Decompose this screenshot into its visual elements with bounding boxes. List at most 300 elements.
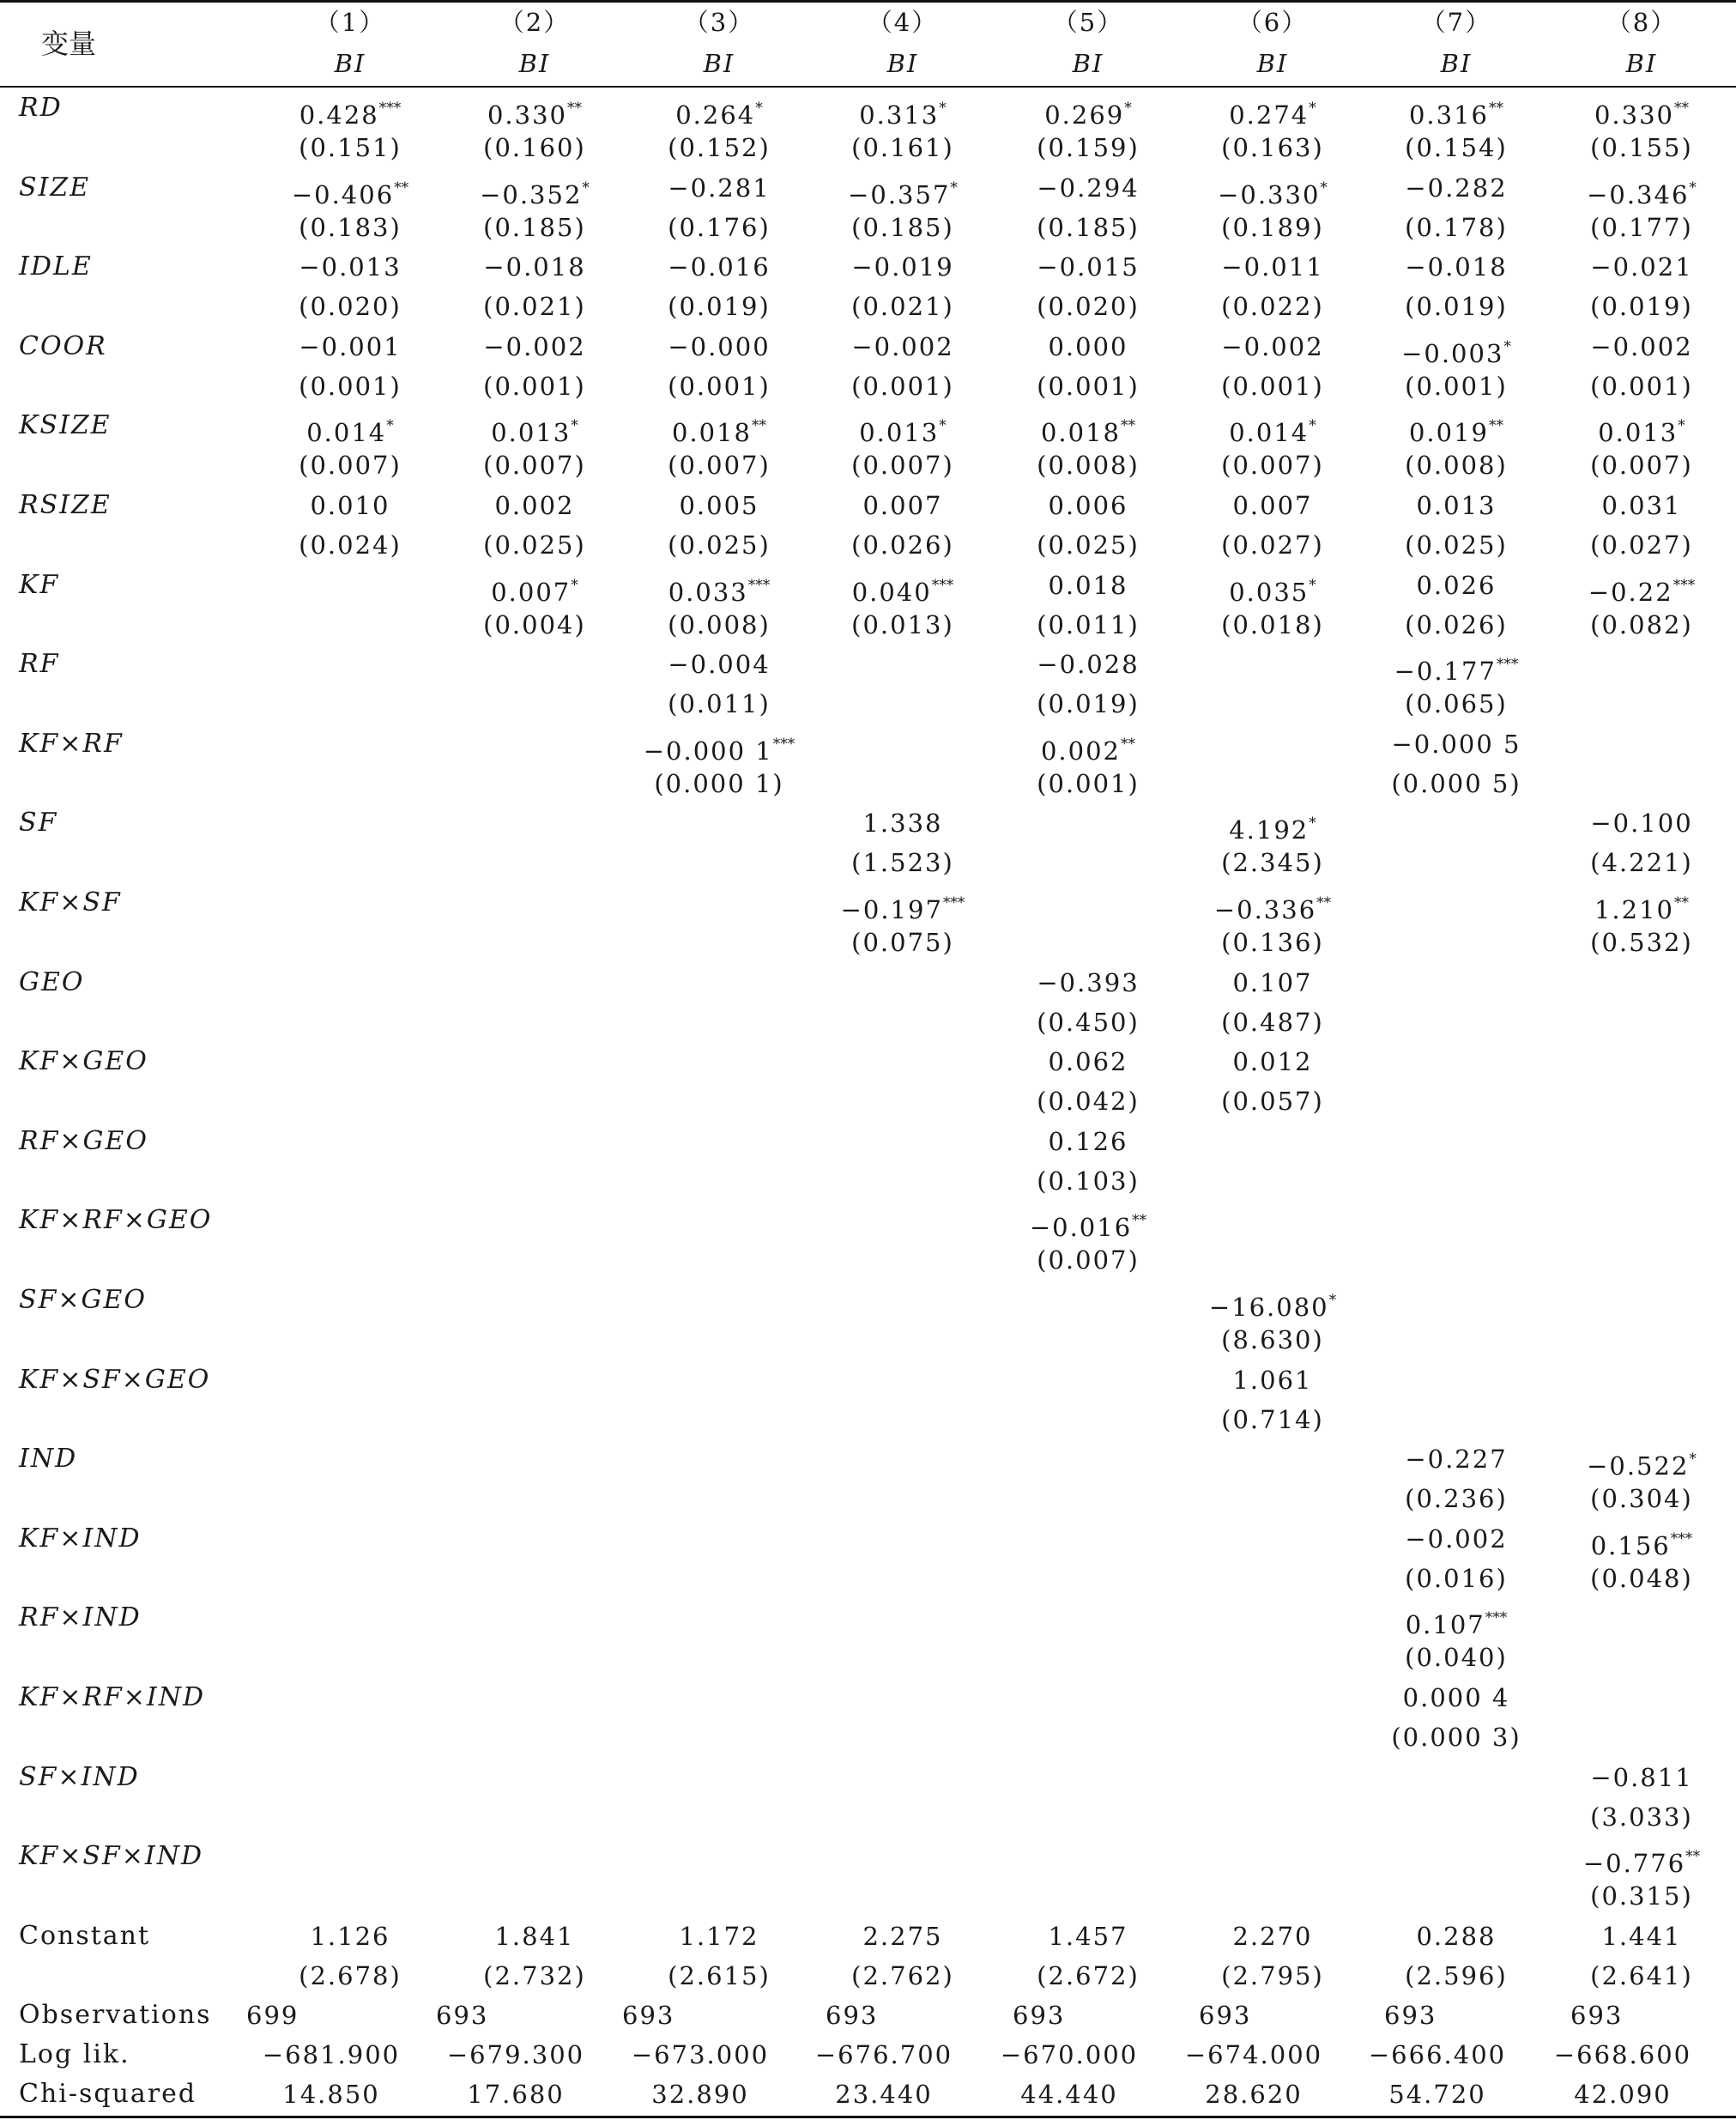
coefficient-value: 0.018	[671, 418, 753, 448]
standard-error: (0.000 3)	[1391, 1723, 1521, 1752]
standard-error: (0.183)	[299, 212, 402, 242]
coefficient-cell	[671, 409, 767, 448]
standard-error: (0.001)	[668, 371, 771, 401]
coefficient-value: 0.007	[862, 491, 943, 520]
standard-error: (0.019)	[1590, 292, 1693, 322]
dependent-variable: BI	[1072, 49, 1104, 78]
coefficient-value: 0.316	[1408, 100, 1490, 130]
coefficient-value: 0.274	[1229, 100, 1310, 130]
standard-error: (0.154)	[1405, 133, 1508, 162]
coefficient-cell	[668, 171, 770, 205]
standard-error: (0.042)	[1037, 1087, 1140, 1117]
standard-error: (0.019)	[1405, 292, 1508, 322]
coefficient-value: 0.330	[487, 100, 568, 130]
standard-error: (0.315)	[1590, 1881, 1693, 1911]
standard-error: (0.007)	[668, 451, 771, 481]
significance-stars: **	[567, 100, 583, 117]
coefficient-cell	[483, 330, 585, 364]
row-label: SF	[19, 808, 58, 839]
coefficient-value: 0.040	[851, 577, 932, 607]
row-label: RF×IND	[19, 1602, 142, 1633]
standard-error: (0.304)	[1590, 1484, 1693, 1514]
row-label: KF×SF×IND	[19, 1841, 204, 1872]
standard-error: (0.011)	[1037, 609, 1140, 639]
coefficient-cell	[483, 250, 585, 284]
coefficient-value: 0.002	[494, 491, 575, 520]
standard-error: (2.762)	[851, 1960, 954, 1990]
significance-stars: *	[1320, 179, 1328, 197]
significance-stars: **	[752, 417, 767, 435]
standard-error: (0.026)	[851, 530, 954, 560]
standard-error: (2.345)	[1221, 848, 1324, 878]
coefficient-cell	[494, 1919, 574, 1953]
coefficient-value: 1.338	[862, 809, 943, 839]
coefficient-cell	[668, 330, 770, 364]
row-label: KF×GEO	[19, 1046, 148, 1077]
coefficient-value: 0.012	[1232, 1047, 1313, 1077]
row-label: RD	[19, 93, 63, 123]
standard-error: (0.065)	[1405, 689, 1508, 719]
significance-stars: **	[1674, 894, 1690, 912]
standard-error: (0.025)	[668, 530, 771, 560]
standard-error: (0.048)	[1590, 1563, 1693, 1593]
significance-stars: *	[1503, 337, 1511, 355]
column-number: （6）	[1237, 8, 1309, 37]
stat-value: 693	[826, 2001, 879, 2031]
stat-value: −666.400	[1368, 2040, 1507, 2070]
standard-error: (0.136)	[1221, 928, 1324, 957]
top-rule	[0, 0, 1736, 3]
coefficient-value: 0.264	[675, 100, 756, 130]
coefficient-cell	[1232, 1045, 1312, 1079]
coefficient-value: 0.018	[1048, 570, 1128, 600]
coefficient-value: −0.22	[1588, 577, 1673, 607]
coefficient-value: 0.126	[1048, 1126, 1128, 1156]
coefficient-value: 4.192	[1229, 815, 1310, 845]
coefficient-value: 1.061	[1232, 1365, 1313, 1395]
coefficient-value: −0.330	[1218, 179, 1321, 209]
standard-error: (0.178)	[1405, 212, 1508, 242]
coefficient-cell	[851, 250, 953, 284]
coefficient-value: −0.522	[1587, 1451, 1690, 1481]
coefficient-cell	[1405, 250, 1507, 284]
coefficient-value: −0.282	[1405, 173, 1508, 203]
stat-label: Chi-squared	[19, 2079, 197, 2110]
coefficient-value: 0.330	[1594, 100, 1675, 130]
coefficient-value: −0.393	[1037, 967, 1140, 997]
dependent-variable: BI	[703, 49, 735, 78]
coefficient-value: 0.013	[1416, 491, 1497, 520]
coefficient-value: −0.406	[291, 179, 395, 209]
stat-value: 54.720	[1388, 2080, 1486, 2110]
standard-error: (0.008)	[1037, 451, 1140, 481]
coefficient-value: 0.156	[1590, 1530, 1671, 1560]
coefficient-cell	[1037, 966, 1139, 1000]
standard-error: (2.732)	[483, 1960, 586, 1990]
coefficient-value: −0.002	[1405, 1523, 1508, 1554]
coefficient-value: −0.021	[1590, 252, 1693, 282]
coefficient-value: 0.013	[859, 418, 940, 448]
coefficient-cell	[1221, 330, 1323, 364]
standard-error: (0.001)	[1405, 371, 1508, 401]
row-label: SF×GEO	[19, 1285, 147, 1315]
significance-stars: ***	[772, 735, 795, 753]
coefficient-cell	[299, 250, 401, 284]
column-number: （5）	[1052, 8, 1124, 37]
significance-stars: *	[755, 100, 763, 117]
coefficient-cell	[1048, 568, 1128, 603]
stat-value: −673.000	[631, 2040, 770, 2070]
significance-stars: **	[1674, 100, 1690, 117]
coefficient-value: 1.841	[494, 1921, 575, 1951]
significance-stars: **	[1121, 735, 1136, 753]
coefficient-cell	[1229, 806, 1316, 845]
stat-value: 693	[1013, 2001, 1066, 2031]
coefficient-value: 0.033	[668, 577, 748, 607]
dependent-variable: BI	[1256, 49, 1289, 78]
standard-error: (0.040)	[1405, 1643, 1508, 1673]
stat-value: 693	[622, 2001, 675, 2031]
stat-label: Observations	[19, 2000, 212, 2031]
column-number: （1）	[314, 8, 386, 37]
significance-stars: *	[1689, 1451, 1697, 1469]
coefficient-cell	[1232, 488, 1312, 523]
standard-error: (0.185)	[851, 212, 954, 242]
standard-error: (0.189)	[1221, 212, 1324, 242]
standard-error: (0.024)	[299, 530, 402, 560]
coefficient-value: −0.013	[299, 252, 402, 282]
standard-error: (0.001)	[483, 371, 586, 401]
stat-value: 23.440	[835, 2080, 933, 2110]
row-label: IDLE	[19, 251, 93, 282]
significance-stars: *	[950, 179, 958, 197]
significance-stars: *	[1328, 1292, 1337, 1309]
coefficient-cell	[1403, 1681, 1510, 1715]
standard-error: (1.523)	[851, 848, 954, 878]
coefficient-cell	[1590, 1760, 1692, 1795]
coefficient-value: 0.007	[1232, 491, 1313, 520]
coefficient-value: 0.107	[1232, 967, 1313, 997]
significance-stars: *	[939, 417, 947, 435]
stat-value: 32.890	[651, 2080, 749, 2110]
row-label: KF×RF	[19, 728, 124, 759]
coefficient-cell	[1587, 171, 1697, 209]
coefficient-cell	[1037, 647, 1139, 681]
coefficient-value: 1.172	[679, 1921, 759, 1951]
coefficient-value: −0.003	[1401, 338, 1504, 368]
coefficient-value: −0.776	[1582, 1849, 1686, 1879]
standard-error: (0.020)	[1037, 292, 1140, 322]
coefficient-value: −0.002	[1221, 331, 1324, 361]
coefficient-cell	[675, 91, 763, 130]
stat-label: Log lik.	[19, 2039, 130, 2070]
coefficient-cell	[1232, 966, 1312, 1000]
standard-error: (0.001)	[1221, 371, 1324, 401]
standard-error: (0.007)	[299, 451, 402, 481]
coefficient-value: −0.004	[668, 650, 771, 680]
standard-error: (0.027)	[1590, 530, 1693, 560]
standard-error: (0.000 5)	[1391, 768, 1521, 798]
significance-stars: ***	[378, 100, 402, 117]
stat-value: −670.000	[1000, 2040, 1139, 2070]
coefficient-cell	[1037, 171, 1139, 205]
coefficient-cell	[1598, 409, 1685, 448]
coefficient-cell	[1601, 488, 1681, 523]
coefficient-value: −0.197	[840, 895, 943, 924]
significance-stars: *	[1309, 815, 1316, 833]
coefficient-cell	[859, 409, 947, 448]
standard-error: (0.236)	[1405, 1484, 1508, 1514]
coefficient-cell	[643, 727, 795, 766]
coefficient-value: −0.281	[668, 173, 771, 203]
coefficient-value: 1.126	[310, 1921, 390, 1951]
coefficient-value: 0.428	[299, 100, 379, 130]
coefficient-cell	[668, 647, 770, 681]
coefficient-cell	[679, 1919, 759, 1953]
coefficient-cell	[1048, 488, 1128, 523]
stat-value: 44.440	[1020, 2080, 1118, 2110]
coefficient-value: −0.002	[483, 331, 586, 361]
standard-error: (4.221)	[1590, 848, 1693, 878]
stat-value: 28.620	[1205, 2080, 1303, 2110]
coefficient-value: 2.275	[862, 1921, 943, 1951]
coefficient-cell	[1221, 250, 1323, 284]
stat-value: 699	[246, 2001, 299, 2031]
row-label: KF×SF	[19, 887, 122, 918]
coefficient-cell	[299, 91, 402, 130]
coefficient-cell	[1229, 91, 1316, 130]
standard-error: (0.001)	[1037, 768, 1140, 798]
coefficient-cell	[862, 806, 942, 840]
stat-value: −676.700	[814, 2040, 953, 2070]
coefficient-cell	[1232, 1919, 1312, 1953]
standard-error: (0.007)	[1590, 451, 1693, 481]
standard-error: (0.487)	[1221, 1007, 1324, 1037]
standard-error: (0.151)	[299, 133, 402, 162]
coefficient-value: −0.000	[668, 331, 771, 361]
coefficient-value: 0.018	[1040, 418, 1122, 448]
stat-value: 17.680	[467, 2080, 565, 2110]
coefficient-cell	[851, 568, 954, 607]
row-label: KF×RF×GEO	[19, 1205, 213, 1236]
standard-error: (0.450)	[1037, 1007, 1140, 1037]
standard-error: (0.001)	[299, 371, 402, 401]
significance-stars: *	[571, 576, 578, 594]
coefficient-value: 0.013	[1598, 418, 1679, 448]
significance-stars: ***	[1670, 1529, 1693, 1548]
row-label: RF×GEO	[19, 1125, 148, 1156]
standard-error: (0.008)	[668, 609, 771, 639]
coefficient-cell	[1594, 886, 1690, 924]
coefficient-cell	[1405, 1442, 1507, 1476]
standard-error: (0.075)	[851, 928, 954, 957]
coefficient-cell	[1405, 1522, 1507, 1556]
standard-error: (3.033)	[1590, 1802, 1693, 1832]
coefficient-cell	[1408, 409, 1504, 448]
standard-error: (0.103)	[1037, 1166, 1140, 1196]
coefficient-cell	[1394, 647, 1519, 687]
coefficient-value: −0.177	[1394, 657, 1497, 687]
bottom-rule	[0, 2116, 1736, 2118]
significance-stars: **	[1132, 1212, 1147, 1230]
standard-error: (0.019)	[1037, 689, 1140, 719]
coefficient-value: −0.016	[668, 252, 771, 282]
coefficient-cell	[480, 171, 590, 209]
coefficient-value: 0.107	[1405, 1610, 1485, 1640]
coefficient-cell	[840, 886, 965, 924]
coefficient-cell	[1405, 171, 1507, 205]
coefficient-value: −0.001	[299, 331, 402, 361]
standard-error: (0.022)	[1221, 292, 1324, 322]
coefficient-value: 0.010	[310, 491, 390, 520]
coefficient-value: 1.441	[1601, 1921, 1682, 1951]
coefficient-cell	[848, 171, 958, 209]
column-number: （4）	[867, 8, 939, 37]
dependent-variable: BI	[886, 49, 919, 78]
coefficient-cell	[862, 1919, 942, 1953]
coefficient-cell	[1590, 806, 1692, 840]
standard-error: (0.082)	[1590, 609, 1693, 639]
row-label: COOR	[19, 330, 107, 361]
row-label: IND	[19, 1444, 78, 1475]
coefficient-cell	[306, 409, 394, 448]
coefficient-cell	[494, 488, 574, 523]
coefficient-cell	[1590, 330, 1692, 364]
standard-error: (0.008)	[1405, 451, 1508, 481]
standard-error: (0.026)	[1405, 609, 1508, 639]
stat-value: 693	[1199, 2001, 1252, 2031]
standard-error: (0.011)	[668, 689, 771, 719]
standard-error: (0.152)	[668, 133, 771, 162]
row-label: SF×IND	[19, 1761, 140, 1792]
standard-error: (0.185)	[1037, 212, 1140, 242]
standard-error: (0.161)	[851, 133, 954, 162]
row-label: KF	[19, 569, 60, 600]
dependent-variable: BI	[334, 49, 366, 78]
standard-error: (0.018)	[1221, 609, 1324, 639]
significance-stars: ***	[942, 894, 965, 912]
coefficient-cell	[1590, 1522, 1693, 1560]
standard-error: (0.016)	[1405, 1563, 1508, 1593]
coefficient-cell	[851, 330, 953, 364]
standard-error: (0.013)	[851, 609, 954, 639]
coefficient-cell	[1416, 488, 1496, 523]
coefficient-cell	[679, 488, 759, 523]
coefficient-cell	[1208, 1283, 1337, 1322]
stat-value: 693	[1384, 2001, 1437, 2031]
header-rule	[0, 86, 1736, 88]
standard-error: (0.714)	[1221, 1404, 1324, 1434]
row-label: RSIZE	[19, 490, 112, 520]
standard-error: (0.057)	[1221, 1087, 1324, 1117]
row-label: SIZE	[19, 172, 91, 203]
coefficient-cell	[1044, 91, 1132, 130]
coefficient-cell	[1048, 330, 1128, 364]
coefficient-value: 0.013	[491, 418, 572, 448]
standard-error: (0.001)	[1590, 371, 1693, 401]
coefficient-value: −0.000 1	[643, 736, 773, 766]
coefficient-cell	[491, 409, 578, 448]
coefficient-value: 0.002	[1040, 736, 1122, 766]
row-label: KF×RF×IND	[19, 1682, 206, 1712]
coefficient-cell	[859, 91, 947, 130]
significance-stars: *	[1309, 100, 1316, 117]
coefficient-cell	[1405, 1601, 1508, 1640]
coefficient-cell	[291, 171, 409, 209]
coefficient-value: −0.015	[1037, 252, 1140, 282]
stat-value: 693	[436, 2001, 489, 2031]
row-label: Constant	[19, 1920, 151, 1951]
standard-error: (0.007)	[1221, 451, 1324, 481]
row-label: KSIZE	[19, 410, 112, 441]
dependent-variable: BI	[1625, 49, 1658, 78]
coefficient-cell	[1587, 1442, 1697, 1481]
significance-stars: **	[1685, 1848, 1701, 1866]
coefficient-value: −0.294	[1037, 173, 1140, 203]
standard-error: (0.160)	[483, 133, 586, 162]
standard-error: (0.159)	[1037, 133, 1140, 162]
significance-stars: ***	[1485, 1609, 1508, 1627]
coefficient-cell	[1590, 250, 1692, 284]
coefficient-value: −0.336	[1213, 895, 1317, 924]
standard-error: (0.155)	[1590, 133, 1693, 162]
significance-stars: *	[386, 417, 394, 435]
standard-error: (0.021)	[851, 292, 954, 322]
significance-stars: ***	[1496, 656, 1519, 674]
stat-value: −679.300	[446, 2040, 585, 2070]
coefficient-cell	[1582, 1839, 1701, 1879]
significance-stars: *	[1124, 100, 1132, 117]
standard-error: (0.000 1)	[654, 768, 784, 798]
significance-stars: *	[939, 100, 947, 117]
coefficient-value: 0.000 4	[1402, 1683, 1510, 1712]
coefficient-value: −0.018	[483, 252, 586, 282]
coefficient-value: −0.018	[1405, 252, 1508, 282]
standard-error: (0.019)	[668, 292, 771, 322]
coefficient-cell	[1037, 250, 1139, 284]
stat-value: −674.000	[1184, 2040, 1323, 2070]
coefficient-cell	[1040, 409, 1136, 448]
coefficient-value: 0.019	[1408, 418, 1490, 448]
standard-error: (0.532)	[1590, 928, 1693, 957]
dependent-variable: BI	[1440, 49, 1473, 78]
coefficient-value: 0.014	[306, 418, 387, 448]
coefficient-cell	[1232, 1363, 1312, 1397]
coefficient-value: −0.811	[1590, 1762, 1693, 1792]
coefficient-value: −0.002	[851, 331, 954, 361]
row-label: KF×SF×GEO	[19, 1364, 211, 1395]
coefficient-cell	[1594, 91, 1690, 130]
coefficient-value: −0.346	[1587, 179, 1690, 209]
significance-stars: *	[1309, 417, 1316, 435]
coefficient-cell	[1416, 1919, 1496, 1953]
coefficient-cell	[1229, 568, 1316, 607]
coefficient-cell	[1040, 727, 1136, 766]
standard-error: (2.615)	[668, 1960, 771, 1990]
standard-error: (2.795)	[1221, 1960, 1324, 1990]
coefficient-value: 0.062	[1048, 1047, 1128, 1077]
significance-stars: **	[394, 179, 409, 197]
significance-stars: **	[1316, 894, 1332, 912]
standard-error: (0.176)	[668, 212, 771, 242]
stat-value: 693	[1570, 2001, 1624, 2031]
coefficient-value: 0.269	[1044, 100, 1125, 130]
coefficient-cell	[310, 1919, 390, 1953]
coefficient-cell	[491, 568, 578, 607]
coefficient-value: 0.007	[491, 577, 572, 607]
significance-stars: *	[1678, 417, 1685, 435]
coefficient-cell	[862, 488, 942, 523]
